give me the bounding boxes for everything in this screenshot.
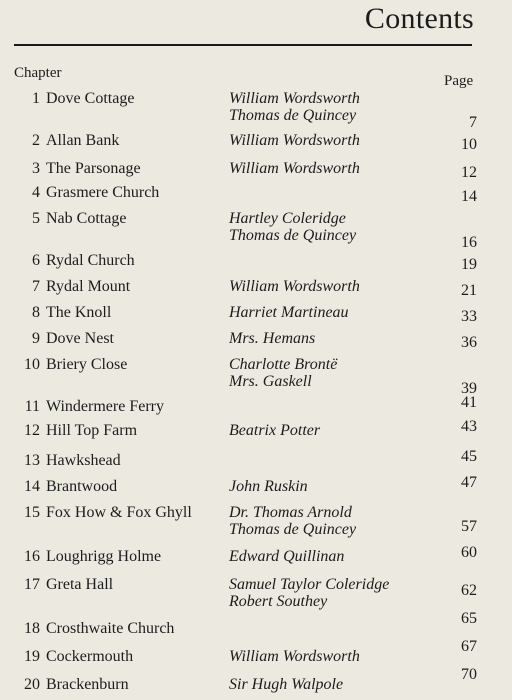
chapter-authors (229, 548, 344, 565)
page-number: 62 (461, 582, 477, 599)
author-name: Robert Southey (229, 593, 328, 610)
author-name: Mrs. Gaskell (229, 373, 312, 390)
chapter-authors (229, 576, 389, 610)
chapter-number: 10 (24, 356, 40, 373)
author-name: William Wordsworth (229, 90, 360, 107)
page-number: 57 (461, 518, 477, 535)
chapter-place: Nab Cottage (46, 210, 127, 227)
page-number: 36 (461, 334, 477, 351)
author-name: Mrs. Hemans (229, 330, 316, 347)
page-number: 7 (469, 114, 477, 131)
chapter-authors (229, 304, 349, 321)
author-name: William Wordsworth (229, 278, 360, 295)
page-number: 39 (461, 380, 477, 397)
chapter-authors (229, 330, 315, 347)
chapter-place: The Knoll (46, 304, 112, 321)
page-title: Contents (364, 2, 474, 35)
page-number: 60 (461, 544, 477, 561)
chapter-authors (229, 504, 356, 538)
author-name: Beatrix Potter (229, 422, 321, 439)
chapter-authors (229, 422, 320, 439)
chapter-number: 2 (32, 132, 40, 149)
page-number: 12 (461, 164, 477, 181)
author-name: Edward Quillinan (229, 548, 345, 565)
chapter-place: Fox How & Fox Ghyll (46, 504, 192, 521)
chapter-number: 14 (24, 478, 40, 495)
chapter-number: 18 (24, 620, 40, 637)
author-name: Hartley Coleridge (229, 210, 346, 227)
author-name: Thomas de Quincey (229, 107, 357, 124)
chapter-authors (229, 676, 343, 693)
chapter-authors (229, 210, 356, 244)
page-number: 41 (461, 394, 477, 411)
chapter-number: 17 (24, 576, 40, 593)
page-number: 65 (461, 610, 477, 627)
chapter-number: 13 (24, 452, 40, 469)
chapter-place: Cockermouth (46, 648, 134, 665)
chapter-place: Crosthwaite Church (46, 620, 175, 637)
chapter-number: 5 (32, 210, 40, 227)
chapter-authors (229, 132, 360, 149)
author-name: William Wordsworth (229, 648, 360, 665)
author-name: Charlotte Brontë (229, 356, 338, 373)
chapter-place: The Parsonage (46, 160, 141, 177)
chapter-number: 1 (32, 90, 40, 107)
chapter-place: Hill Top Farm (46, 422, 138, 439)
author-name: William Wordsworth (229, 132, 360, 149)
chapter-place: Windermere Ferry (46, 398, 164, 415)
chapter-number: 16 (24, 548, 40, 565)
chapter-authors (229, 478, 308, 495)
chapter-place: Hawkshead (46, 452, 121, 469)
chapter-place: Allan Bank (46, 132, 120, 149)
chapter-authors (229, 278, 360, 295)
author-name: Samuel Taylor Coleridge (229, 576, 390, 593)
chapter-place: Loughrigg Holme (46, 548, 162, 565)
chapter-number: 8 (32, 304, 40, 321)
page-number: 10 (461, 136, 477, 153)
page-number: 21 (461, 282, 477, 299)
chapter-number: 15 (24, 504, 40, 521)
page-column-header: Page (444, 73, 474, 89)
chapter-place: Dove Nest (46, 330, 114, 347)
page-number: 33 (461, 308, 477, 325)
chapter-place: Briery Close (46, 356, 128, 373)
chapter-place: Rydal Church (46, 252, 135, 269)
chapter-number: 7 (32, 278, 40, 295)
chapter-number: 11 (24, 398, 40, 415)
page-number: 47 (461, 474, 477, 491)
author-name: Dr. Thomas Arnold (229, 504, 352, 521)
chapter-number: 3 (32, 160, 40, 177)
author-name: William Wordsworth (229, 160, 360, 177)
page-number: 70 (461, 666, 477, 683)
author-name: John Ruskin (229, 478, 308, 495)
chapter-number: 4 (32, 184, 40, 201)
author-name: Thomas de Quincey (229, 227, 357, 244)
page-number: 43 (461, 418, 477, 435)
chapter-authors (229, 160, 360, 177)
chapter-place: Brackenburn (46, 676, 129, 693)
page-number: 14 (461, 188, 477, 205)
title-rule (14, 44, 472, 46)
chapter-place: Dove Cottage (46, 90, 135, 107)
page-number: 16 (461, 234, 477, 251)
page-number: 19 (461, 256, 477, 273)
chapter-place: Rydal Mount (46, 278, 131, 295)
chapter-number: 9 (32, 330, 40, 347)
chapter-place: Grasmere Church (46, 184, 160, 201)
author-name: Thomas de Quincey (229, 521, 357, 538)
author-name: Sir Hugh Walpole (229, 676, 344, 693)
chapter-authors (229, 356, 337, 390)
chapter-authors (229, 648, 360, 665)
chapter-number: 12 (24, 422, 40, 439)
page-number: 67 (461, 638, 477, 655)
page-number: 45 (461, 448, 477, 465)
chapter-column-header: Chapter (14, 65, 62, 81)
author-name: Harriet Martineau (229, 304, 349, 321)
chapter-number: 19 (24, 648, 40, 665)
chapter-authors (229, 90, 360, 124)
chapter-place: Greta Hall (46, 576, 114, 593)
chapter-number: 20 (24, 676, 40, 693)
chapter-place: Brantwood (46, 478, 118, 495)
chapter-number: 6 (32, 252, 40, 269)
